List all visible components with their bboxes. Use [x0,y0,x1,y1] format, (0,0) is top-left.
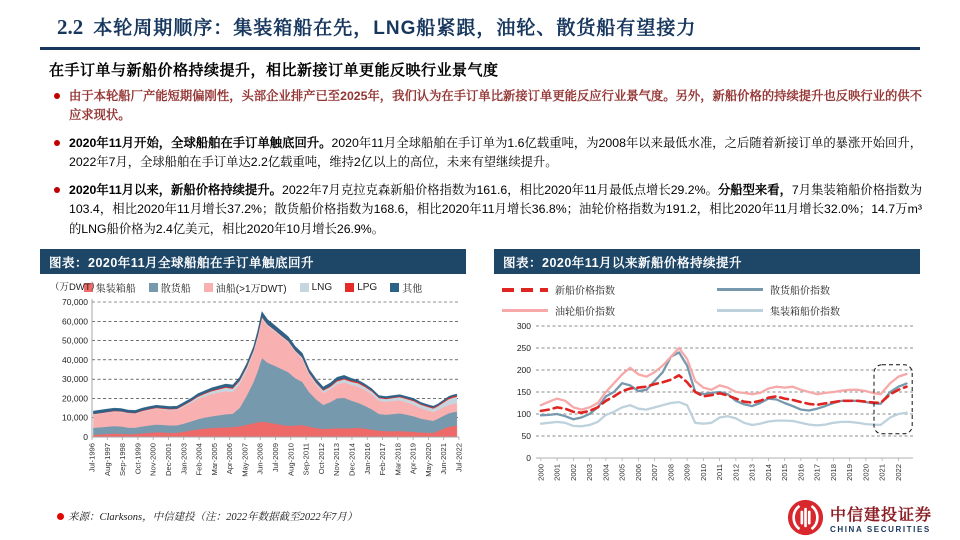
company-name-cn: 中信建投证券 [829,506,932,524]
svg-text:Nov-2013: Nov-2013 [332,443,342,476]
bullet-text-segment: 2020年11月开始，全球船舶在手订单触底回升。 [69,135,332,150]
plot-area [536,326,913,458]
legend-item [717,303,912,318]
legend-line-icon [502,288,548,292]
svg-text:Nov-2000: Nov-2000 [148,443,158,476]
svg-text:Mar-2005: Mar-2005 [209,443,219,476]
legend-label: 集装箱船 [95,284,136,295]
y-axis-labels [517,321,531,463]
legend-swatch-icon [390,283,399,292]
svg-text:0: 0 [83,432,88,442]
company-name-en: CHINA SECURITIES [829,524,931,534]
plot-area [92,299,459,437]
bullet-text-segment: 2020年11月以来，新船价格持续提升。 [69,182,282,197]
footer [57,499,932,536]
svg-text:50,000: 50,000 [62,335,88,346]
svg-text:2005: 2005 [617,464,627,481]
svg-text:2002: 2002 [568,464,578,481]
legend-label: 散货船价指数 [770,286,830,297]
svg-text:70,000: 70,000 [62,297,88,307]
section-number: 2.2 [57,15,84,39]
svg-text:2011: 2011 [715,464,725,481]
page-title [0,0,960,40]
svg-text:May-2020: May-2020 [423,443,433,477]
source-note [57,509,357,536]
svg-text:2019: 2019 [845,464,855,481]
svg-text:Feb-2004: Feb-2004 [194,443,204,476]
legend-item [204,280,287,295]
legend-item [390,280,422,295]
section-title: 本轮周期顺序：集装箱船在先，LNG船紧跟，油轮、散货船有望接力 [93,18,697,39]
orderbook-stacked-area-chart [40,295,466,513]
svg-text:Apr-2006: Apr-2006 [225,443,235,475]
legend-item [300,280,333,295]
svg-text:Jan-2016: Jan-2016 [362,443,372,475]
svg-text:40,000: 40,000 [62,354,88,365]
bullet-item [52,181,922,239]
legend-item [502,282,717,297]
bullet-item [52,134,922,173]
svg-text:Aug-1997: Aug-1997 [102,443,112,476]
bullet-text-segment: 7月集装箱船价格指数为103.4，相比2020年11月增长37.2%；散货船价格指数为168.6，相比2020年11月增长36.8%；油轮价格指数为191.2，相比2020年11月增长32.0%；14.7万m³的LNG船价格为2.4亿美元，相比2020年10月增长26.9%。 [69,182,923,236]
svg-text:2014: 2014 [763,464,773,481]
svg-text:Oct-1999: Oct-1999 [133,443,143,475]
bullet-list [52,87,922,239]
chart-title-prices: 图表：2020年11月以来新船价格持续提升 [494,249,920,274]
legend-label: 散货船 [160,284,191,295]
svg-text:2012: 2012 [731,464,741,481]
x-axis-labels [536,458,903,481]
legend-label: 集装箱船价指数 [770,307,840,318]
svg-text:2007: 2007 [650,464,660,481]
legend-item [717,282,912,297]
svg-text:20,000: 20,000 [62,393,88,404]
legend-swatch-icon [149,283,158,292]
svg-text:Jun-2021: Jun-2021 [439,443,449,475]
legend-label: 油轮船价指数 [555,307,615,318]
bullet-dot-icon [54,140,60,146]
svg-text:2008: 2008 [666,464,676,481]
svg-text:Jul-1996: Jul-1996 [87,443,97,473]
source-text: 来源：Clarksons，中信建投（注：2022年数据截至2022年7月） [68,512,358,523]
y-axis-labels [62,297,88,442]
svg-text:Aug-2010: Aug-2010 [286,443,296,476]
svg-text:2006: 2006 [633,464,643,481]
svg-text:2022: 2022 [893,464,903,481]
source-bullet-icon [57,513,64,520]
svg-text:2020: 2020 [861,464,871,481]
svg-text:2001: 2001 [552,464,562,481]
svg-text:2000: 2000 [536,464,546,481]
svg-text:Apr-2019: Apr-2019 [408,443,418,475]
legend-line-icon [717,288,763,291]
svg-text:250: 250 [516,343,531,353]
legend-swatch-icon [204,283,213,292]
legend-prices [494,282,920,318]
bullet-text-segment: 由于本轮船厂产能短期偏刚性，头部企业排产已至2025年，我们认为在手订单比新接订单更能反应行业景气度。另外，新船价格的持续提升也反映行业的供不应求现状。 [69,89,922,123]
bullet-dot-icon [54,93,60,99]
chart-panel-orderbook [40,249,466,518]
svg-text:Mar-2018: Mar-2018 [393,443,403,476]
chart-panel-prices [494,249,920,518]
title-divider [40,47,920,50]
legend-item [149,280,191,295]
legend-line-icon [502,309,548,312]
legend-item [502,303,717,318]
svg-text:Jan-2003: Jan-2003 [179,443,189,475]
svg-text:10,000: 10,000 [62,412,88,423]
company-logo [787,499,932,536]
svg-text:0: 0 [526,453,531,463]
legend-label: LNG [311,282,333,293]
svg-text:2021: 2021 [877,464,887,481]
svg-text:150: 150 [516,387,531,397]
legend-item [345,280,377,295]
svg-text:Dec-2001: Dec-2001 [164,443,173,476]
chart-title-orderbook: 图表：2020年11月全球船舶在手订单触底回升 [40,249,466,274]
company-name [830,502,932,534]
legend-orderbook [40,280,466,295]
svg-text:2015: 2015 [780,464,790,481]
svg-text:300: 300 [516,321,531,331]
svg-text:100: 100 [516,409,531,419]
legend-line-icon [717,309,763,312]
svg-text:200: 200 [516,365,531,375]
svg-text:Jul-2009: Jul-2009 [271,443,280,473]
svg-text:2009: 2009 [682,464,692,481]
svg-text:May-2007: May-2007 [240,443,250,477]
legend-label: 油船(>1万DWT) [215,284,287,295]
price-index-line-chart [494,318,920,518]
svg-text:Dec-2014: Dec-2014 [347,443,357,476]
svg-text:2004: 2004 [601,464,611,481]
legend-swatch-icon [300,283,309,292]
legend-label: LPG [357,282,378,293]
legend-label: 新船价格指数 [555,286,615,297]
svg-text:Sep-2011: Sep-2011 [301,443,311,476]
svg-text:2017: 2017 [812,464,822,481]
bullet-text-segment: 2022年7月克拉克森新船价格指数为161.6，相比2020年11月最低点增长29.2%。 [281,182,718,197]
svg-text:2016: 2016 [796,464,806,481]
key-statement: 在手订单与新船价格持续提升，相比新接订单更能反映行业景气度 [49,62,499,79]
svg-text:30,000: 30,000 [62,374,88,385]
bullet-dot-icon [54,187,60,193]
svg-text:Jun-2008: Jun-2008 [255,443,265,475]
svg-text:Oct-2012: Oct-2012 [316,443,326,475]
svg-text:2018: 2018 [828,464,838,481]
legend-label: 其他 [402,284,423,295]
legend-swatch-icon [345,283,354,292]
svg-text:2010: 2010 [698,464,708,481]
svg-text:50: 50 [521,431,531,441]
bullet-text-segment: 2020年11月全球船舶在手订单为1.6亿载重吨，为2008年以来最低水准，之后随着新接订单的暴涨开始回升，2022年7月，全球船舶在手订单达2.2亿载重吨，维持2亿以上的高位，未来有望继续提升。 [69,135,922,170]
x-axis-labels [88,437,464,477]
svg-text:60,000: 60,000 [62,316,88,327]
citic-logo-icon [787,499,824,536]
svg-text:2013: 2013 [747,464,757,481]
bullet-item [52,87,922,126]
charts-row [40,249,920,518]
y-axis-unit-label: （万DWT） [50,282,101,293]
svg-text:Sep-1998: Sep-1998 [118,443,128,476]
svg-text:Jul-2022: Jul-2022 [454,443,464,473]
svg-text:Feb-2017: Feb-2017 [378,443,387,476]
svg-text:2003: 2003 [585,464,595,481]
bullet-text-segment: 分船型来看， [717,182,792,197]
